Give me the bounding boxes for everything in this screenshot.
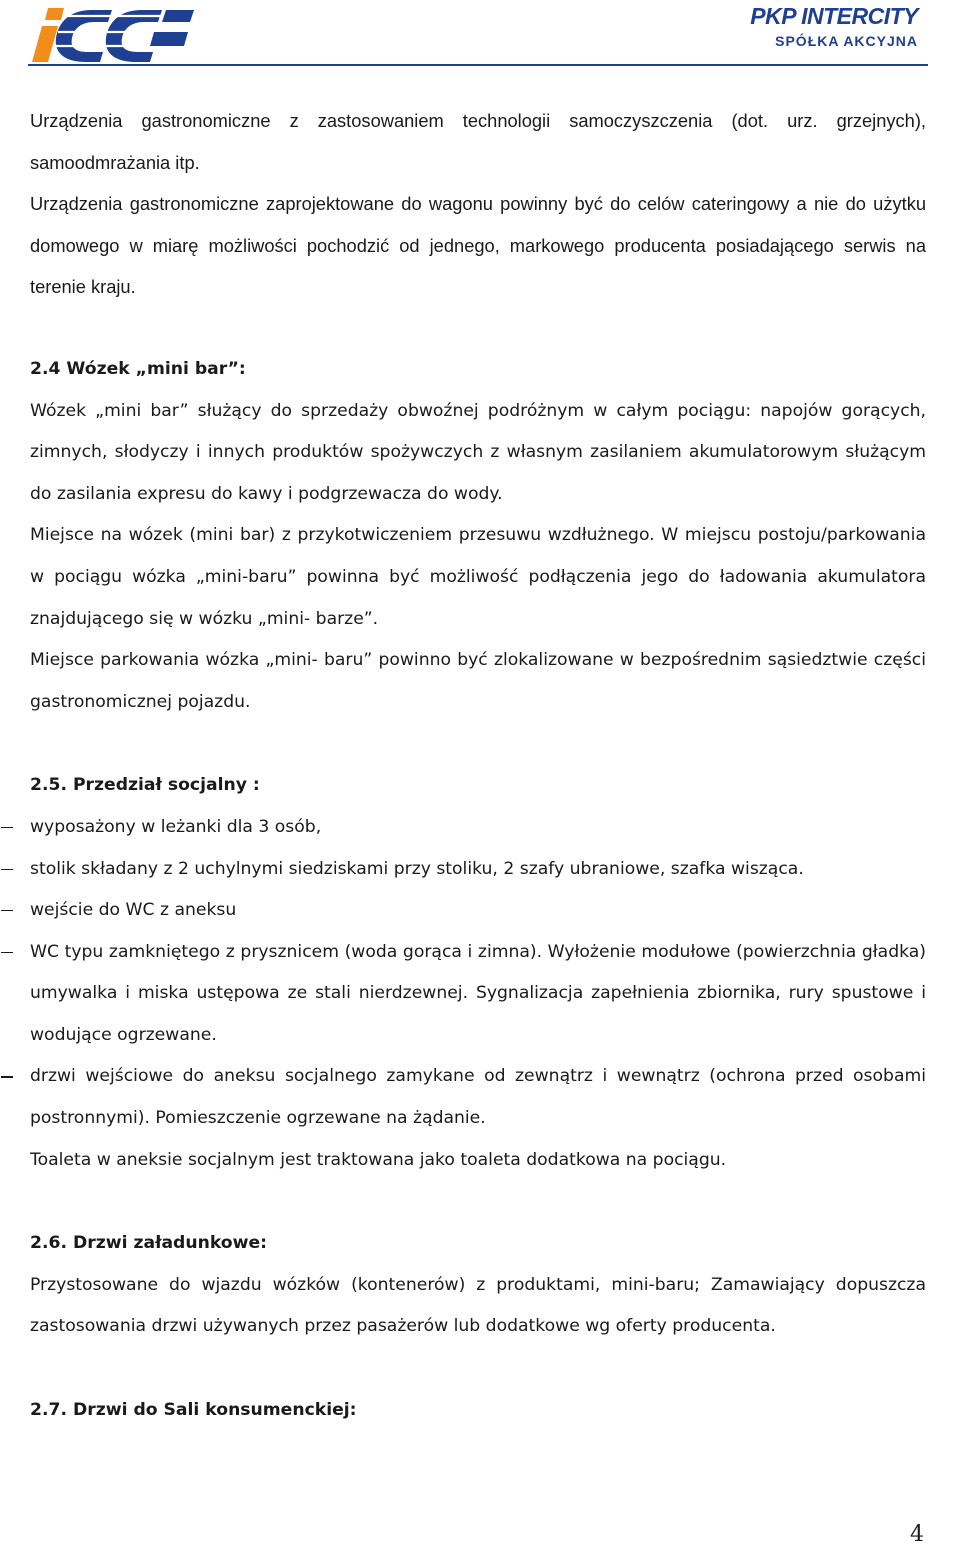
section-2-5-note: Toaleta w aneksie socjalnym jest traktowana jako toaleta dodatkowa na pociągu. [30,1149,727,1170]
list-item: stolik składany z 2 uchylnymi siedziskami przy stoliku, 2 szafy ubraniowe, szafka wisząca. [30,858,804,879]
section-2-6-paragraph-1: Przystosowane do wjazdu wózków (kontenerów) z produktami, mini-baru; Zamawiający dopuszcza zastosowania drzwi używanych przez pasażerów lub dodatkowe wg oferty producenta. [30,1274,926,1337]
brand-subtitle: SPÓŁKA AKCYJNA [775,33,918,49]
page-number: 4 [910,1522,924,1547]
intro-paragraph-2: Urządzenia gastronomiczne zaprojektowane do wagonu powinny być do celów cateringowy a nie do użytku domowego w miarę możliwości pochodzić od jednego, markowego producenta posiadającego serwis na terenie kraju. [30,193,926,298]
header-divider [28,64,928,66]
list-item: WC typu zamkniętego z prysznicem (woda gorąca i zimna). Wyłożenie modułowe (powierzchnia gładka) umywalka i miska ustępowa ze stali nierdzewnej. Sygnalizacja zapełnienia zbiornika, rury spustowe i wodujące ogrzewane. [30,941,926,1045]
section-heading-2-7: 2.7. Drzwi do Sali konsumenckiej: [30,1400,357,1421]
list-item: wyposażony w leżanki dla 3 osób, [30,816,322,837]
list-item: drzwi wejściowe do aneksu socjalnego zamykane od zewnątrz i wewnątrz (ochrona przed osobami postronnymi). Pomieszczenie ogrzewane na żądanie. [30,1066,926,1129]
document-body [30,100,926,1432]
section-heading-2-5: 2.5. Przedział socjalny : [30,775,260,796]
section-heading-2-6: 2.6. Drzwi załadunkowe: [30,1233,267,1254]
section-heading-2-4: 2.4 Wózek „mini bar”: [30,358,246,379]
page-header [0,0,960,70]
ic-logo-icon [28,2,198,66]
list-item: wejście do WC z aneksu [30,900,237,921]
brand-block [750,4,918,50]
section-2-4-paragraph-3: Miejsce parkowania wózka „mini- baru” powinno być zlokalizowane w bezpośrednim sąsiedztwie części gastronomicznej pojazdu. [30,650,926,712]
intro-paragraph-1: Urządzenia gastronomiczne z zastosowaniem technologii samoczyszczenia (dot. urz. grzejnych), samoodmrażania itp. [30,110,926,173]
section-2-5-list [30,807,926,1140]
section-2-4-paragraph-2: Miejsce na wózek (mini bar) z przykotwiczeniem przesuwu wzdłużnego. W miejscu postoju/parkowania w pociągu wózka „mini-baru” powinna być możliwość podłączenia jego do ładowania akumulatora znajdującego się w wózku „mini- barze”. [30,525,926,629]
brand-name: PKP INTERCITY [750,3,918,29]
section-2-4-paragraph-1: Wózek „mini bar” służący do sprzedaży obwoźnej podróżnym w całym pociągu: napojów gorących, zimnych, słodyczy i innych produktów spożywczych z własnym zasilaniem akumulatorowym służącym do zasilania expresu do kawy i podgrzewacza do wody. [30,400,926,504]
